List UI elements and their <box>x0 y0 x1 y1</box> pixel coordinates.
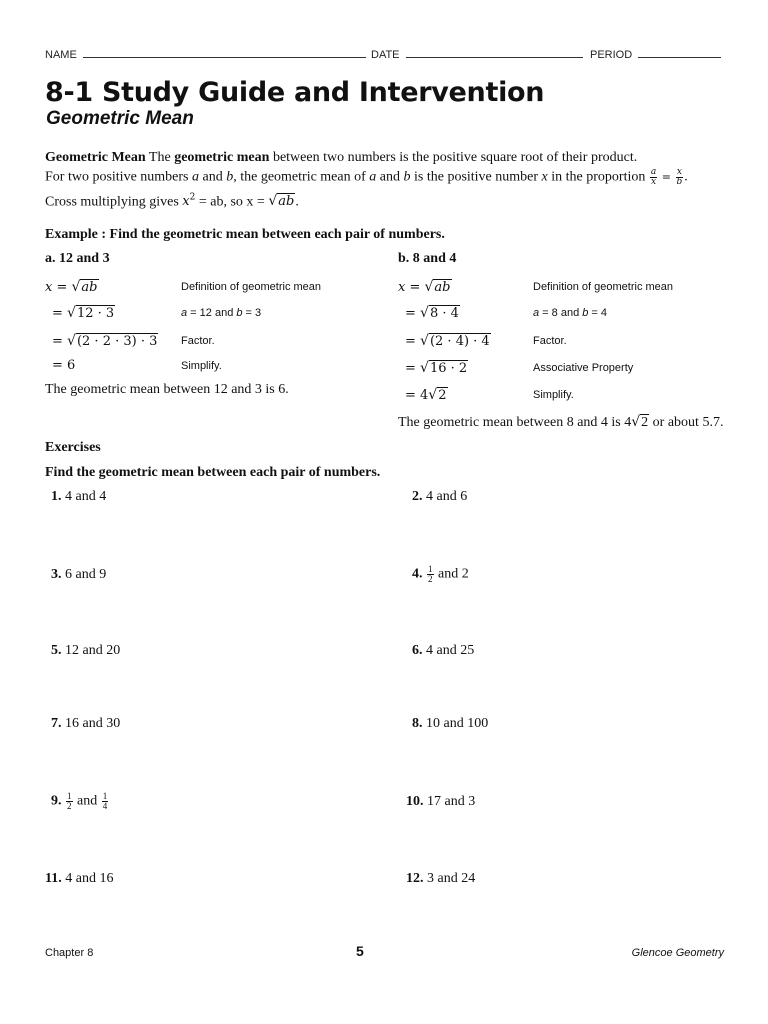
intro-text: in the proportion <box>547 169 649 185</box>
var-a: a <box>369 169 377 185</box>
example-b-step-2: = √8 · 4 <box>405 305 459 321</box>
example-heading: Example : Find the geometric mean between each pair of numbers. <box>45 227 445 242</box>
example-a-step-4: = 6 <box>52 358 76 373</box>
example-b-note-3: Factor. <box>533 335 567 347</box>
example-b-note-5: Simplify. <box>533 389 574 401</box>
example-a-note-3: Factor. <box>181 335 215 347</box>
exercise-2: 2. 4 and 6 <box>412 489 468 504</box>
period-field[interactable] <box>590 47 721 61</box>
example-b-conclusion: The geometric mean between 8 and 4 is 4√2 or about 5.7. <box>398 414 724 430</box>
exercise-3: 3. 6 and 9 <box>51 567 107 582</box>
fraction: $\frac{1}{2}$ <box>428 564 433 584</box>
example-b-note-2: a = 8 and b = 4 <box>533 307 608 319</box>
example-b-note-1: Definition of geometric mean <box>533 281 674 293</box>
example-a-conclusion: The geometric mean between 12 and 3 is 6. <box>45 382 289 397</box>
var-b: b <box>403 169 411 185</box>
example-b-step-5: = 4√2 <box>405 387 447 403</box>
footer-book: Glencoe Geometry <box>631 947 724 959</box>
intro-line-3: Cross multiplying gives $x^2$ = ab, so x = √ab. <box>45 193 299 210</box>
var-x: x <box>541 169 548 185</box>
exercise-9: 9. $\frac{1}{2}$ and $\frac{1}{4}$ <box>51 791 108 811</box>
page-subtitle: Geometric Mean <box>46 108 194 129</box>
var-b: b <box>226 169 234 185</box>
intro-text: and <box>376 169 404 185</box>
period-mark: . <box>684 169 688 185</box>
name-field[interactable] <box>45 47 366 61</box>
period-blank[interactable] <box>638 47 721 58</box>
page-title: 8-1 Study Guide and Intervention <box>45 77 545 108</box>
equals-sign: = <box>658 170 675 184</box>
intro-text: Cross multiplying gives <box>45 194 183 210</box>
exercises-heading: Exercises <box>45 440 101 455</box>
name-blank[interactable] <box>83 47 366 58</box>
exercise-4: 4. $\frac{1}{2}$ and 2 <box>412 564 469 584</box>
exercise-7: 7. 16 and 30 <box>51 716 121 731</box>
exercise-8: 8. 10 and 100 <box>412 716 489 731</box>
fraction: $\frac{1}{4}$ <box>102 791 108 811</box>
date-blank[interactable] <box>406 47 583 58</box>
page-number: 5 <box>356 943 364 959</box>
example-b-label: b. 8 and 4 <box>398 251 457 266</box>
intro-term: Geometric Mean <box>45 150 146 165</box>
example-b-step-1: x = √ab <box>398 279 451 295</box>
proportion-fraction-2: $\frac{x}{b}$ <box>676 167 683 187</box>
example-b-step-4: = √16 · 2 <box>405 360 468 376</box>
intro-text: and <box>199 169 227 185</box>
period-label: PERIOD <box>590 49 633 61</box>
example-b-step-3: = √(2 · 4) · 4 <box>405 333 490 349</box>
intro-bold-term: geometric mean <box>174 150 270 165</box>
example-a-note-1: Definition of geometric mean <box>181 281 322 293</box>
intro-text: For two positive numbers <box>45 169 192 185</box>
example-a-label: a. 12 and 3 <box>45 251 110 266</box>
example-a-step-3: = √(2 · 2 · 3) · 3 <box>52 333 158 349</box>
exercise-5: 5. 12 and 20 <box>51 643 121 658</box>
proportion-fraction-1: $\frac{a}{x}$ <box>650 167 657 187</box>
x-squared: $x^2$ <box>182 193 196 210</box>
exercise-1: 1. 4 and 4 <box>51 489 107 504</box>
exercise-12: 12. 3 and 24 <box>406 871 476 886</box>
intro-text: = ab, so x = <box>195 194 269 210</box>
intro-text: is the positive number <box>410 169 542 185</box>
intro-text: between two numbers is the positive square root of their product. <box>269 150 638 165</box>
name-label: NAME <box>45 49 77 61</box>
sqrt-ab: √ab <box>268 193 295 210</box>
fraction: $\frac{1}{2}$ <box>67 791 72 811</box>
exercise-11: 11. 4 and 16 <box>45 871 114 886</box>
date-label: DATE <box>371 49 400 61</box>
var-a: a <box>192 169 199 185</box>
intro-text: The <box>145 150 175 165</box>
exercise-10: 10. 17 and 3 <box>406 794 476 809</box>
example-a-note-2: a = 12 and b = 3 <box>181 307 262 319</box>
date-field[interactable] <box>371 47 583 61</box>
exercise-6: 6. 4 and 25 <box>412 643 475 658</box>
intro-line-1 <box>45 150 637 166</box>
example-b-note-4: Associative Property <box>533 362 634 374</box>
example-a-note-4: Simplify. <box>181 360 222 372</box>
footer-chapter: Chapter 8 <box>45 947 94 959</box>
intro-text: , the geometric mean of <box>233 169 370 185</box>
example-a-step-1: x = √ab <box>45 279 98 295</box>
exercises-instruction: Find the geometric mean between each pair of numbers. <box>45 465 381 480</box>
example-a-step-2: = √12 · 3 <box>52 305 115 321</box>
intro-line-2 <box>45 168 688 187</box>
